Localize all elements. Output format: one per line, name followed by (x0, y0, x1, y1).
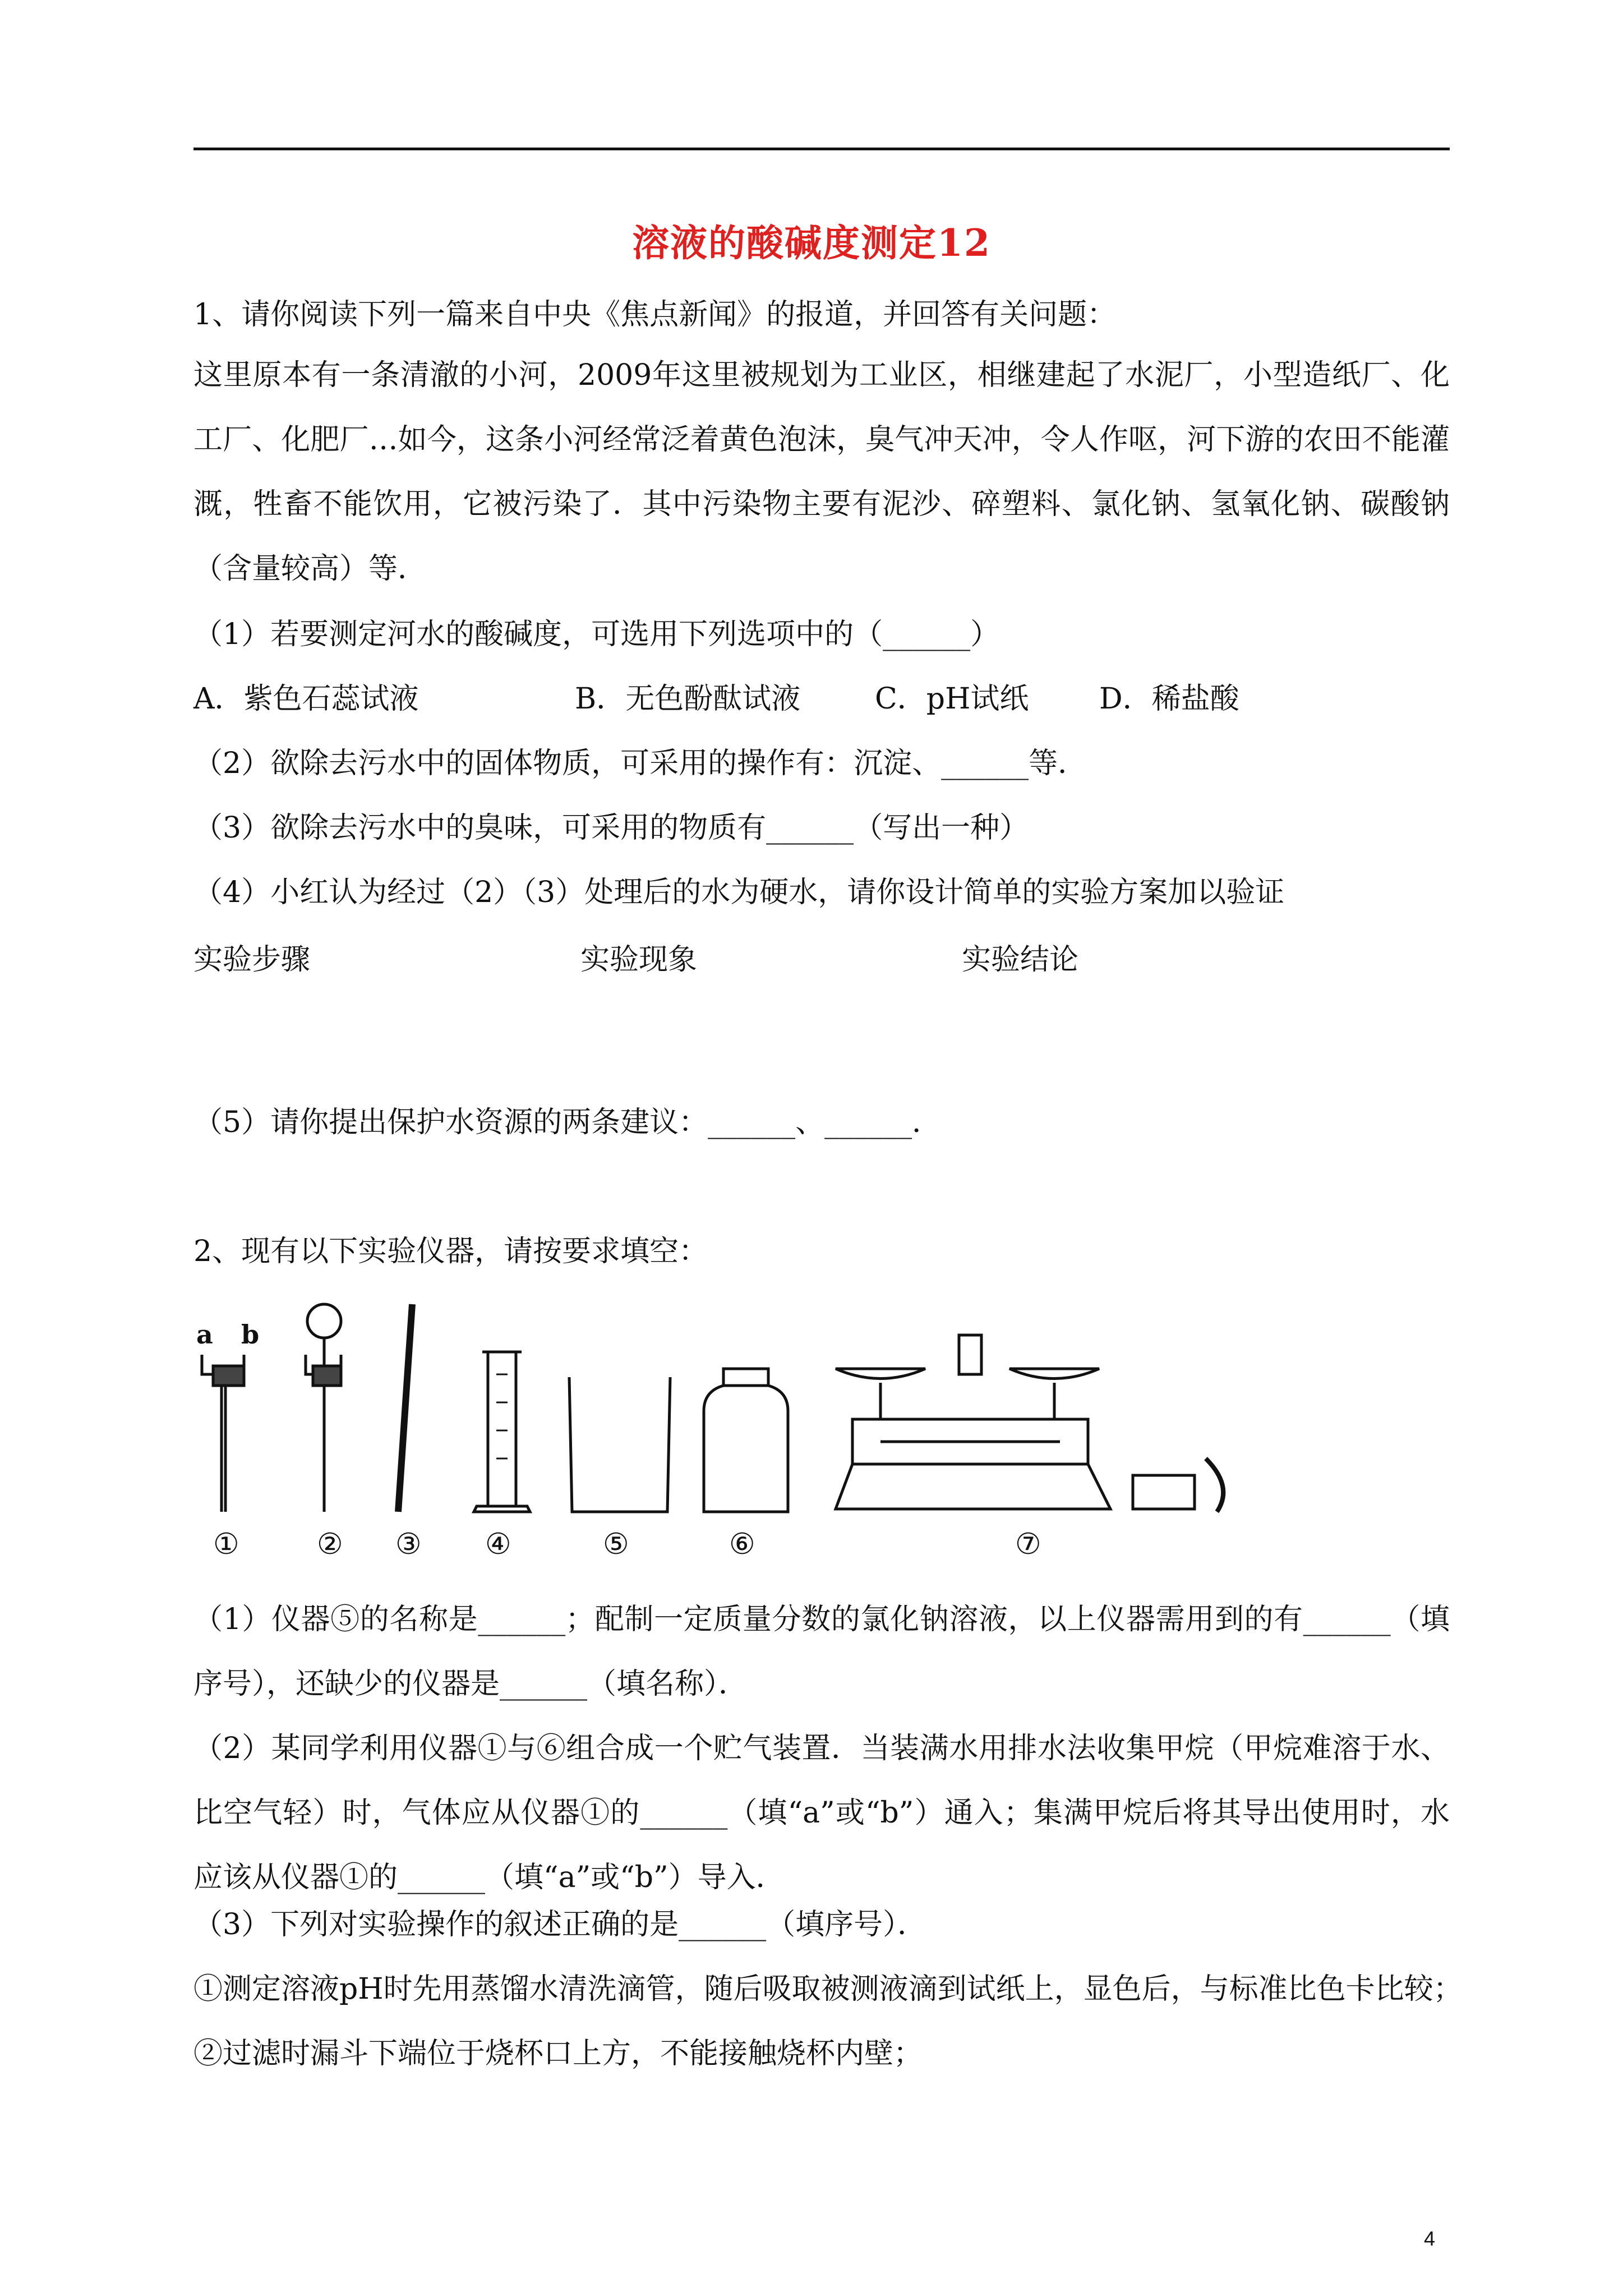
label-1: ① (213, 1527, 239, 1561)
q1-options (193, 684, 1450, 714)
q2-item1: ①测定溶液pH时先用蒸馏水清洗滴管，随后吸取被测液滴到试纸上，显色后，与标准比色卡比较； (193, 1972, 1463, 2006)
q1-sub4: （4）小红认为经过（2）（3）处理后的水为硬水，请你设计简单的实验方案加以验证 (193, 876, 1285, 909)
instrument-4-graduated-cylinder (474, 1352, 530, 1512)
label-7: ⑦ (1015, 1527, 1041, 1561)
label-6: ⑥ (729, 1527, 755, 1561)
label-4: ④ (485, 1527, 511, 1561)
instrument-7-balance (836, 1335, 1223, 1512)
q1-passage: 这里原本有一条清澈的小河，2009年这里被规划为工业区，相继建起了水泥厂，小型造纸厂、化工厂、化肥厂…如今，这条小河经常泛着黄色泡沫，臭气冲天冲，令人作呕，河下游的农田不能灌溉，牲畜不能饮用，它被污染了．其中污染物主要有泥沙、碎塑料、氯化钠、氢氧化钠、碳酸钠（含量较高）等． (193, 358, 1450, 586)
q2-intro: 2、现有以下实验仪器，请按要求填空： (193, 1235, 708, 1268)
q1-table-header (193, 943, 1450, 977)
q2-sub1: （1）仪器⑤的名称是______；配制一定质量分数的氯化钠溶液，以上仪器需用到的有______（填序号），还缺少的仪器是______（填名称）． (193, 1603, 1450, 1701)
option-d: D．稀盐酸 (1099, 682, 1239, 716)
option-c: C．pH试纸 (875, 682, 1029, 716)
q2-sub2: （2）某同学利用仪器①与⑥组合成一个贮气装置．当装满水用排水法收集甲烷（甲烷难溶于水、比空气轻）时，气体应从仪器①的______（填“a”或“b”）通入；集满甲烷后将其导出使用时，水应该从仪器①的______（填“a”或“b”）导入． (193, 1732, 1450, 1894)
label-a: a (196, 1319, 213, 1350)
header-phenomena: 实验现象 (580, 943, 698, 977)
q1-sub2: （2）欲除去污水中的固体物质，可采用的操作有：沉淀、______等． (193, 747, 1087, 780)
label-2: ② (317, 1527, 343, 1561)
q1-intro: 1、请你阅读下列一篇来自中央《焦点新闻》的报道，并回答有关问题： (193, 298, 1117, 332)
label-3: ③ (395, 1527, 422, 1561)
header-steps: 实验步骤 (193, 943, 311, 977)
q1-sub5: （5）请你提出保护水资源的两条建议：______、______． (193, 1106, 942, 1139)
q2-item2: ②过滤时漏斗下端位于烧杯口上方，不能接触烧杯内壁； (193, 2037, 923, 2070)
instrument-3-glass-rod (398, 1304, 412, 1512)
page-title: 溶液的酸碱度测定12 (632, 221, 991, 265)
label-5: ⑤ (603, 1527, 629, 1561)
apparatus-figure (191, 1290, 1267, 1571)
q1-sub1: （1）若要测定河水的酸碱度，可选用下列选项中的（______） (193, 618, 1000, 651)
header-conclusion: 实验结论 (962, 943, 1079, 977)
header-rule (193, 148, 1450, 150)
page-number: 4 (1423, 2227, 1435, 2250)
instrument-5-beaker (569, 1377, 670, 1512)
option-a: A．紫色石蕊试液 (193, 682, 419, 716)
q2-sub3: （3）下列对实验操作的叙述正确的是______（填序号）． (193, 1908, 927, 1941)
instrument-1-two-tube-stopper (202, 1355, 244, 1512)
label-b: b (241, 1319, 260, 1350)
option-b: B．无色酚酞试液 (575, 682, 801, 716)
instrument-2-funnel-stopper (306, 1304, 341, 1512)
q1-sub3: （3）欲除去污水中的臭味，可采用的物质有______（写出一种） (193, 811, 1029, 845)
instrument-6-wide-mouth-bottle (704, 1369, 788, 1512)
